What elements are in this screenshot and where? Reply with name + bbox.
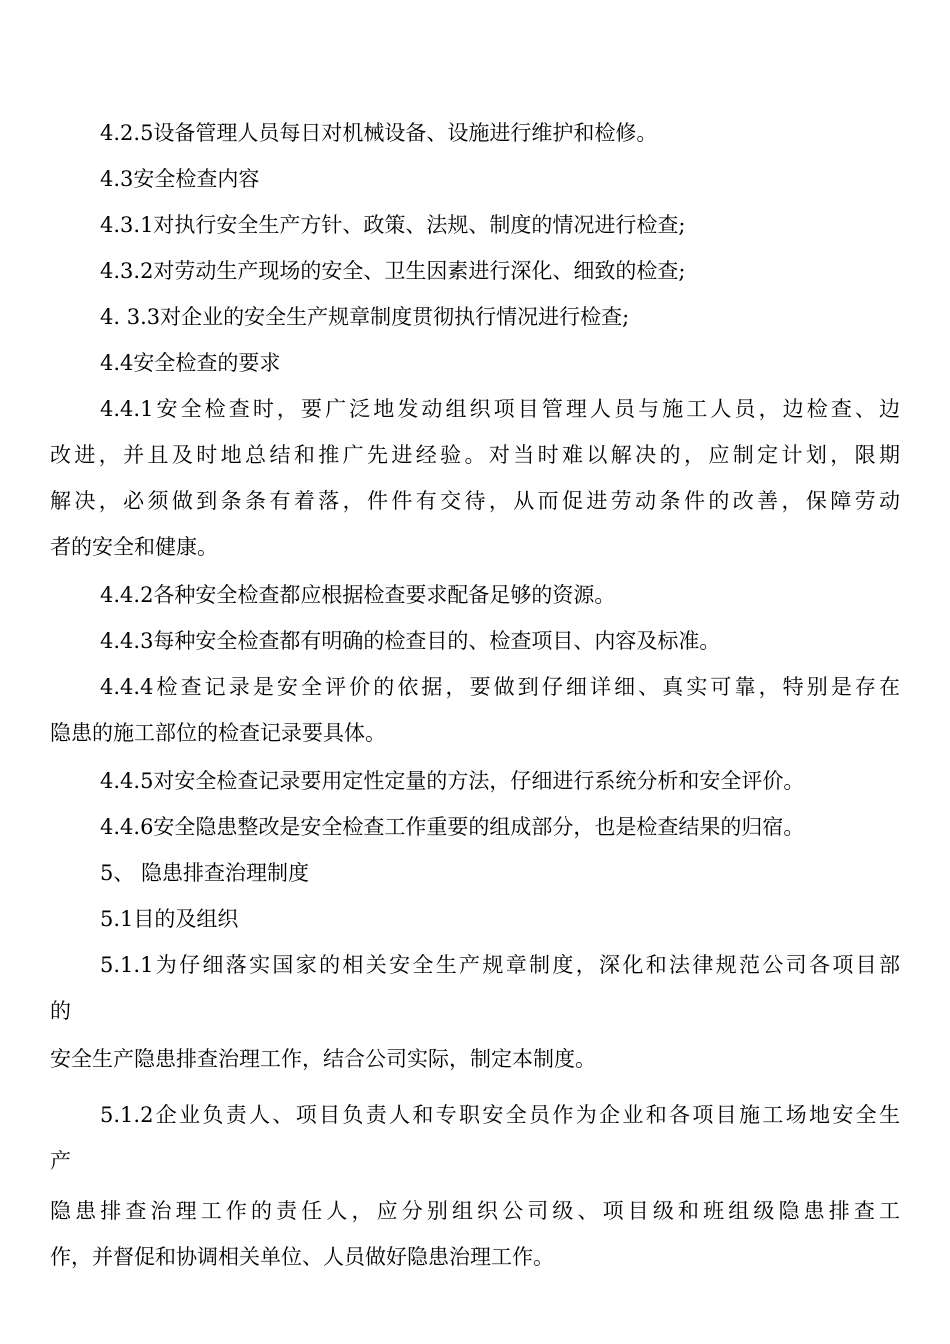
text-line: 作，并督促和协调相关单位、人员做好隐患治理工作。: [50, 1245, 554, 1269]
text-line: 安全生产隐患排查治理工作，结合公司实际，制定本制度。: [50, 1047, 596, 1071]
text-line: 改进，并且及时地总结和推广先进经验。对当时难以解决的，应制定计划，限期: [50, 443, 900, 467]
text-line: 者的安全和健康。: [50, 535, 218, 559]
text-line: 4.4.5对安全检查记录要用定性定量的方法，仔细进行系统分析和安全评价。: [100, 769, 805, 793]
text-line: 4.3.1对执行安全生产方针、政策、法规、制度的情况进行检查;: [100, 213, 686, 237]
text-line: 4.2.5设备管理人员每日对机械设备、设施进行维护和检修。: [100, 121, 658, 145]
text-line: 4.4.4检查记录是安全评价的依据，要做到仔细详细、真实可靠，特别是存在: [100, 675, 900, 699]
text-line: 产: [50, 1149, 71, 1173]
section-heading: 4.3安全检查内容: [100, 167, 260, 191]
text-line: 隐患排查治理工作的责任人，应分别组织公司级、项目级和班组级隐患排查工: [50, 1199, 900, 1223]
text-line: 4.4.2各种安全检查都应根据检查要求配备足够的资源。: [100, 583, 616, 607]
text-line: 的: [50, 999, 71, 1023]
text-line: 5.1.2企业负责人、项目负责人和专职安全员作为企业和各项目施工场地安全生: [100, 1103, 900, 1127]
text-line: 4.4.6安全隐患整改是安全检查工作重要的组成部分，也是检查结果的归宿。: [100, 815, 805, 839]
text-line: 4.4.1安全检查时，要广泛地发动组织项目管理人员与施工人员，边检查、边: [100, 397, 900, 421]
section-heading: 4.4安全检查的要求: [100, 351, 281, 375]
text-line: 4.4.3每种安全检查都有明确的检查目的、检查项目、内容及标准。: [100, 629, 721, 653]
text-line: 解决，必须做到条条有着落，件件有交待，从而促进劳动条件的改善，保障劳动: [50, 489, 900, 513]
text-line: 隐患的施工部位的检查记录要具体。: [50, 721, 386, 745]
text-line: 5.1.1为仔细落实国家的相关安全生产规章制度，深化和法律规范公司各项目部: [100, 953, 900, 977]
section-heading: 5.1目的及组织: [100, 907, 239, 931]
text-line: 4. 3.3对企业的安全生产规章制度贯彻执行情况进行检查;: [100, 305, 630, 329]
section-heading: 5、 隐患排查治理制度: [100, 861, 310, 885]
text-line: 4.3.2对劳动生产现场的安全、卫生因素进行深化、细致的检查;: [100, 259, 686, 283]
